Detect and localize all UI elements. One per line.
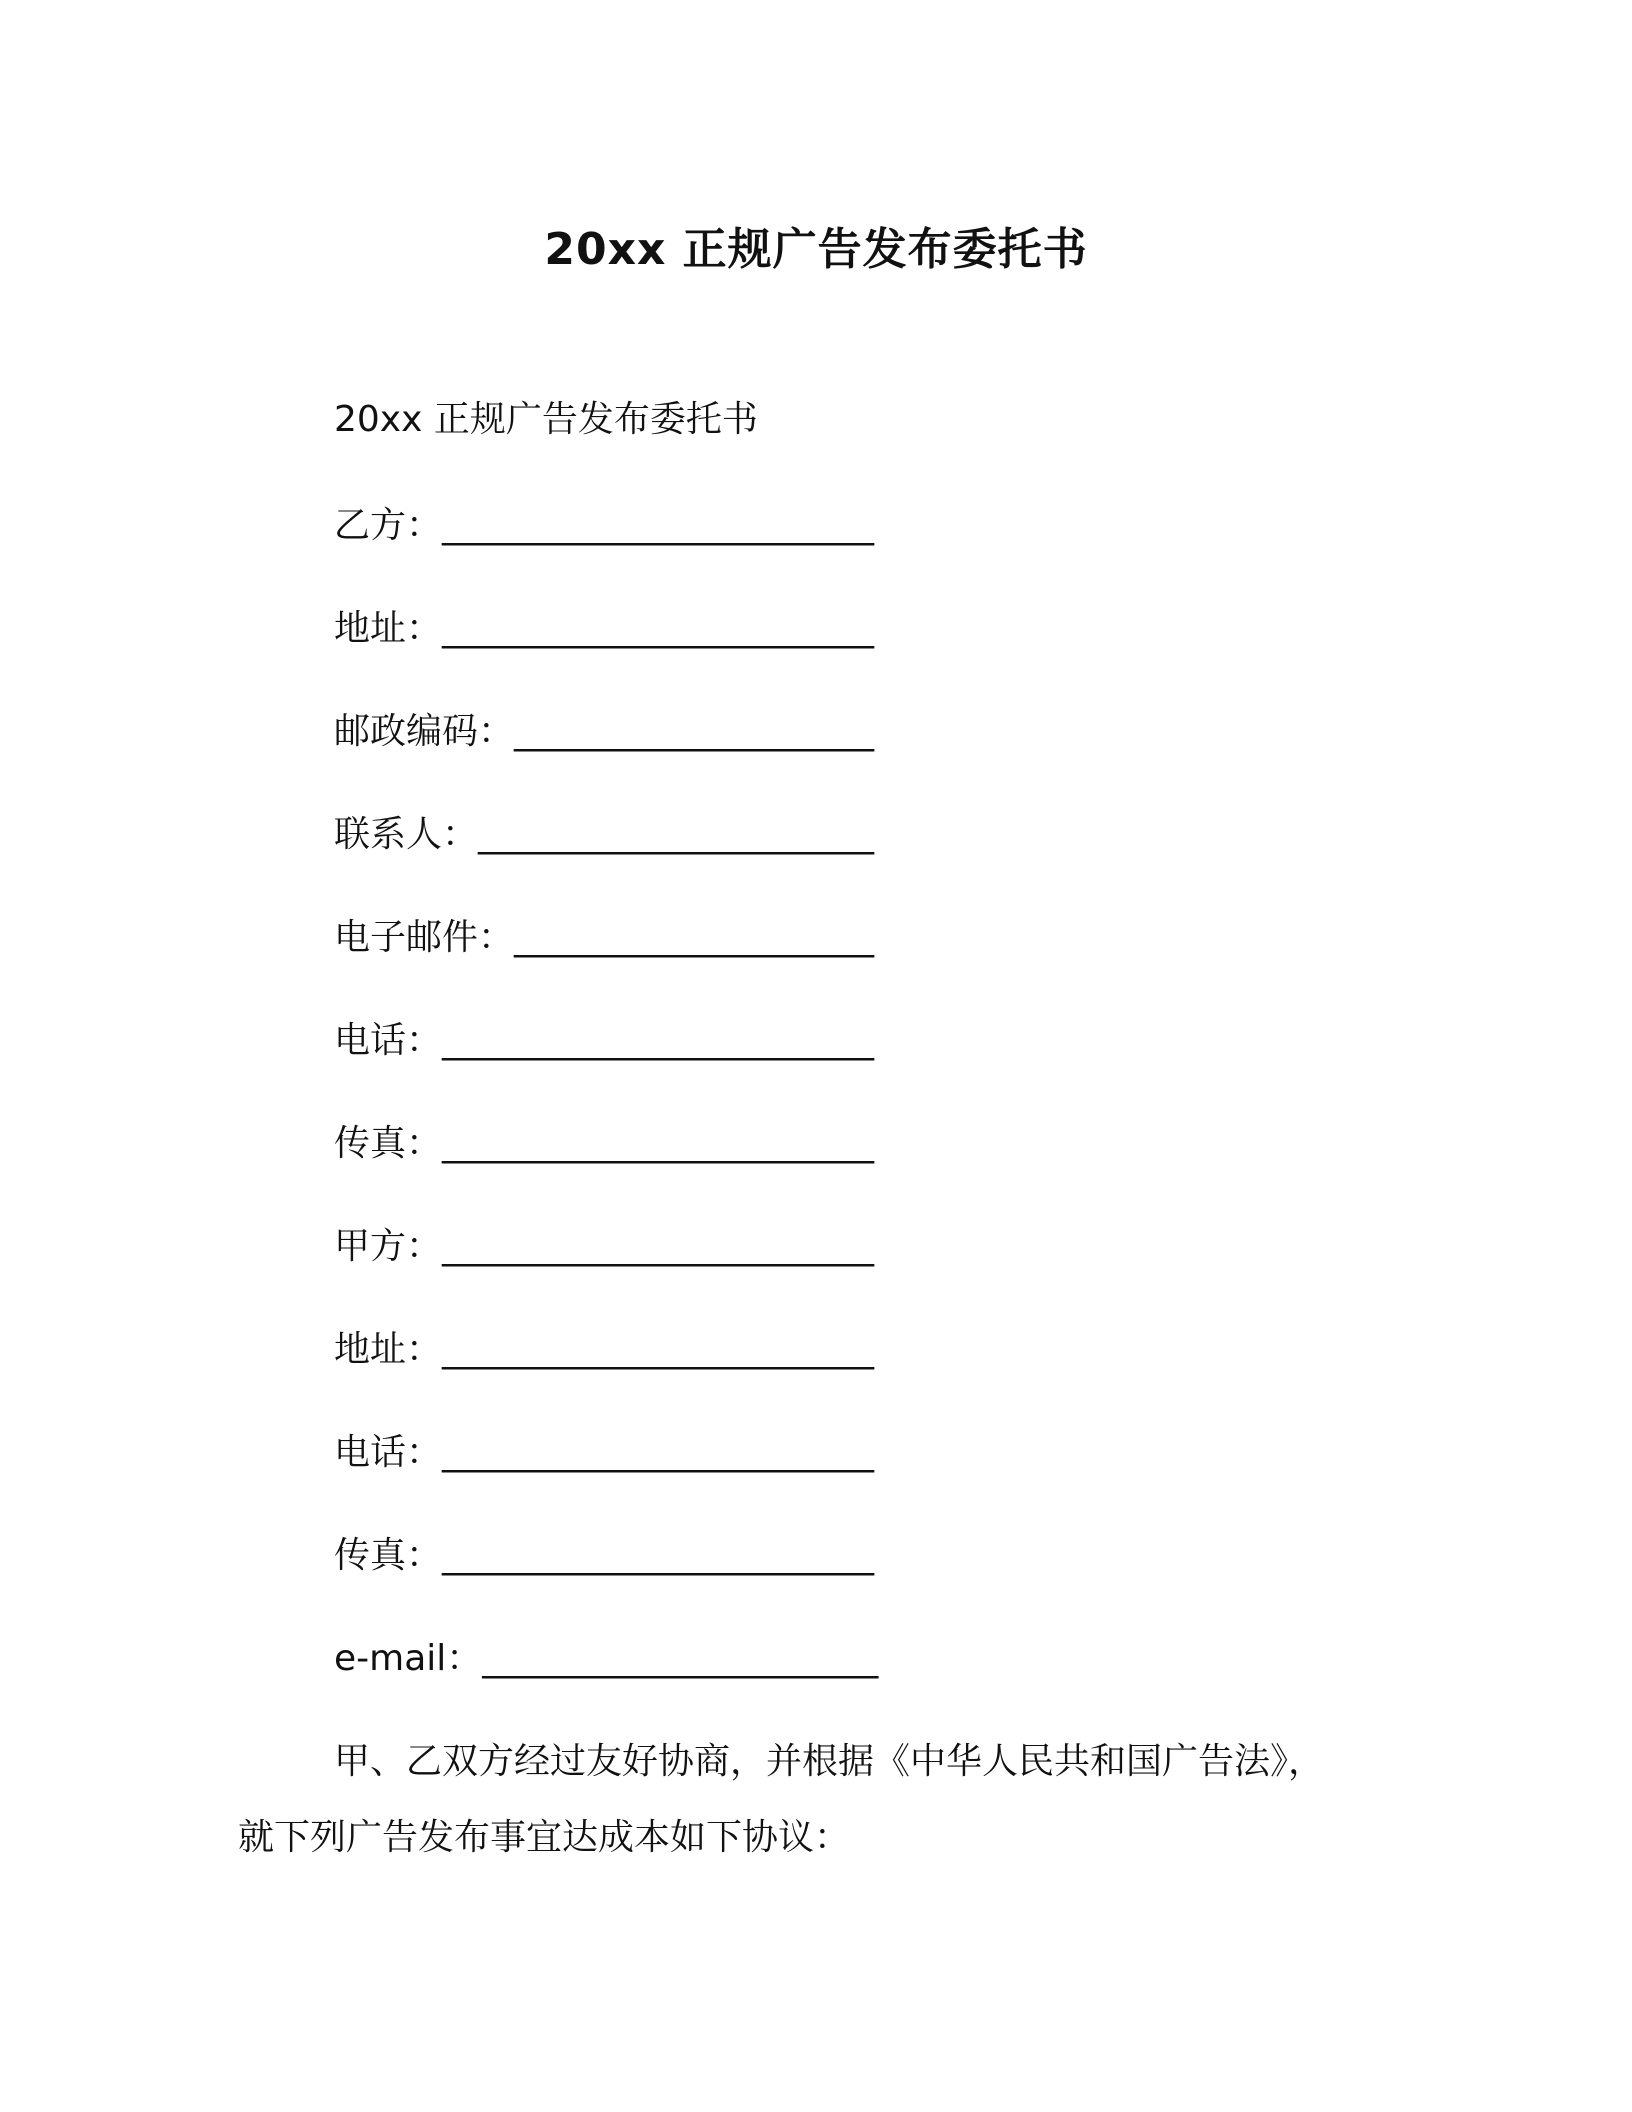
document-subtitle: 20xx 正规广告发布委托书 [334, 399, 758, 440]
field-label: 联系人： [334, 814, 479, 855]
field-label: 传真： [334, 1123, 443, 1164]
field-address-a [334, 1326, 874, 1374]
document-title: 20xx 正规广告发布委托书 [544, 224, 1088, 275]
field-blank: ____________________ [514, 917, 875, 958]
field-phone-b [334, 1017, 874, 1065]
field-label: 电话： [334, 1020, 443, 1061]
field-blank: ________________________ [442, 1020, 875, 1061]
agreement-paragraph-line2: 就下列广告发布事宜达成本如下协议： [238, 1817, 851, 1858]
field-blank: ______________________ [482, 1638, 879, 1679]
field-label: 电子邮件： [334, 917, 515, 958]
field-blank: ________________________ [442, 608, 875, 649]
field-fax-a [334, 1532, 874, 1580]
field-contact [334, 811, 874, 859]
field-label: 乙方： [334, 505, 443, 546]
field-address-b [334, 605, 874, 653]
field-blank: ________________________ [442, 1226, 875, 1267]
field-label: 邮政编码： [334, 711, 515, 752]
field-label: e-mail： [334, 1638, 483, 1679]
agreement-paragraph-line1: 甲、乙双方经过友好协商，并根据《中华人民共和国广告法》， [334, 1741, 1325, 1782]
field-label: 传真： [334, 1535, 443, 1576]
field-blank: ____________________ [514, 711, 875, 752]
field-label: 地址： [334, 1329, 443, 1370]
field-party-b [334, 502, 874, 550]
field-blank: ________________________ [442, 505, 875, 546]
field-blank: ________________________ [442, 1329, 875, 1370]
field-label: 甲方： [334, 1226, 443, 1267]
field-postcode [334, 708, 874, 756]
field-blank: ______________________ [478, 814, 875, 855]
field-fax-b [334, 1120, 874, 1168]
field-blank: ________________________ [442, 1535, 875, 1576]
field-label: 电话： [334, 1432, 443, 1473]
field-email-b [334, 914, 874, 962]
field-blank: ________________________ [442, 1432, 875, 1473]
field-blank: ________________________ [442, 1123, 875, 1164]
field-phone-a [334, 1429, 874, 1477]
field-label: 地址： [334, 608, 443, 649]
field-email-a [334, 1635, 878, 1683]
field-party-a [334, 1223, 874, 1271]
